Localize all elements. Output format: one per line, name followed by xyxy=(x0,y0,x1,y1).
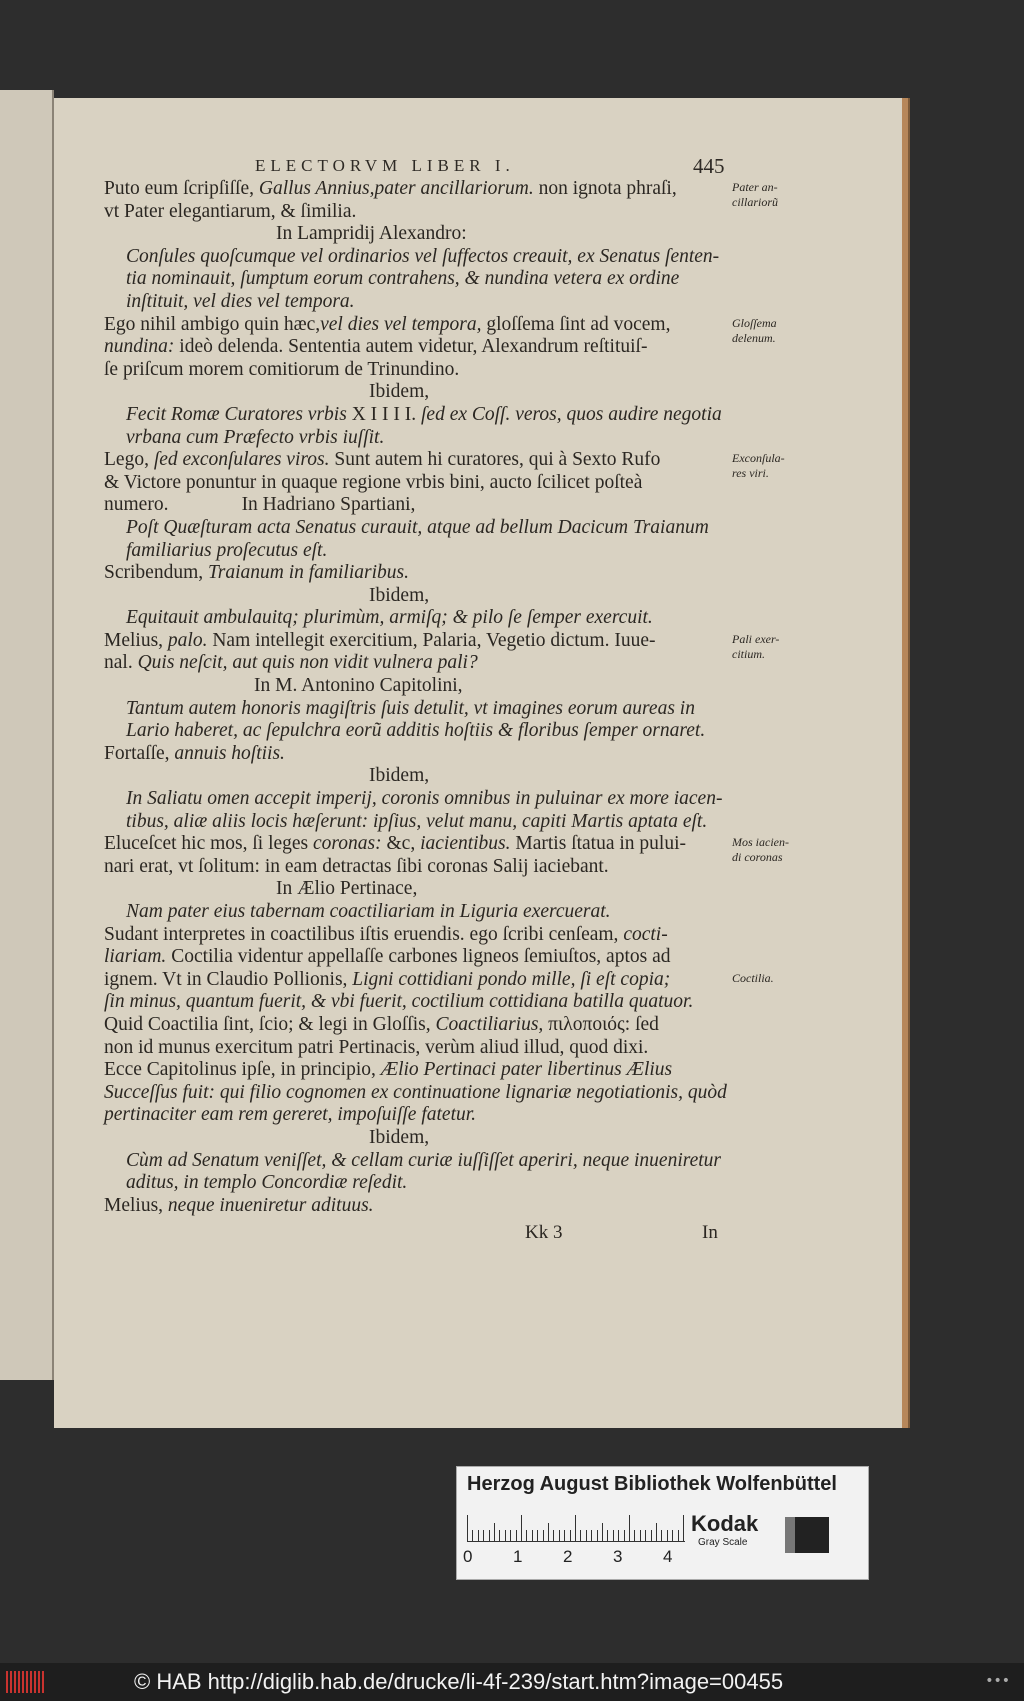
ruler-tick xyxy=(602,1523,603,1541)
text-line: Ibidem, xyxy=(369,765,430,787)
signature-mark: Kk 3 xyxy=(525,1222,563,1243)
text-line: Fortaſſe, annuis hoſtiis. xyxy=(104,742,285,764)
ruler-tick xyxy=(467,1515,468,1541)
margin-note: Mos iacien- di coronas xyxy=(732,835,789,865)
text-line: inſtituit, vel dies vel tempora. xyxy=(126,290,355,312)
ruler-tick xyxy=(489,1530,490,1541)
ruler-tick xyxy=(532,1530,533,1541)
text-line: Succeſſus fuit: qui filio cognomen ex continuatione lignariæ negotiationis, quòd xyxy=(104,1081,727,1103)
text-line: Sudant interpretes in coactilibus iſtis eruendis. ego ſcribi cenſeam, cocti- xyxy=(104,923,668,945)
ruler-tick xyxy=(483,1530,484,1541)
ruler-tick xyxy=(516,1530,517,1541)
text-line: nal. Quis neſcit, aut quis non vidit vulnera pali? xyxy=(104,652,478,674)
text-line: Melius, palo. Nam intellegit exercitium, Palaria, Vegetio dictum. Iuue- xyxy=(104,629,656,651)
margin-note: Exconſula- res viri. xyxy=(732,451,785,481)
text-line: nundina: ideò delenda. Sententia autem videtur, Alexandrum reſtituiſ- xyxy=(104,336,648,358)
text-line: Puto eum ſcripſiſſe, Gallus Annius,pater ancillariorum. non ignota phraſi, xyxy=(104,178,677,199)
hab-logo-icon xyxy=(6,1671,46,1693)
ruler-tick xyxy=(586,1530,587,1541)
text-line: nari erat, vt ſolitum: in eam detractas ſibi coronas Salij iaciebant. xyxy=(104,855,609,877)
scale-number: 1 xyxy=(513,1547,523,1566)
text-line: Poſt Quæſturam acta Senatus curauit, atque ad bellum Dacicum Traianum xyxy=(126,516,709,538)
ruler-tick xyxy=(661,1530,662,1541)
text-line: Ecce Capitolinus ipſe, in principio, Ælio Pertinaci pater libertinus Ælius xyxy=(104,1059,673,1081)
ruler-tick xyxy=(537,1530,538,1541)
text-line: numero. In Hadriano Spartiani, xyxy=(104,494,416,516)
margin-note: Pali exer- citium. xyxy=(732,632,780,661)
gray-patch xyxy=(785,1517,795,1553)
ruler-tick xyxy=(645,1530,646,1541)
ruler-tick xyxy=(629,1515,630,1541)
ruler-tick xyxy=(651,1530,652,1541)
scale-ruler xyxy=(467,1513,685,1542)
ruler-tick xyxy=(570,1530,571,1541)
ruler-tick xyxy=(505,1530,506,1541)
text-line: In Ælio Pertinace, xyxy=(276,878,418,900)
margin-note: Gloſſema delenum. xyxy=(732,315,777,345)
text-line: Nam pater eius tabernam coactiliariam in Liguria exercuerat. xyxy=(126,901,611,922)
text-line: ignem. Vt in Claudio Pollionis, Ligni cottidiani pondo mille, ſi eſt copia; xyxy=(104,968,671,990)
scale-number: 0 xyxy=(463,1547,473,1566)
footer-url[interactable]: © HAB http://diglib.hab.de/drucke/li-4f-239/start.htm?image=00455 xyxy=(134,1669,784,1694)
ruler-tick xyxy=(510,1530,511,1541)
ruler-tick xyxy=(607,1530,608,1541)
black-patch xyxy=(795,1517,829,1553)
ruler-tick xyxy=(499,1530,500,1541)
text-line: Fecit Romæ Curatores vrbis X I I I I. ſed ex Coſſ. veros, quos audire negotia xyxy=(126,403,722,425)
page-number: 445 xyxy=(693,154,725,178)
target-title: Herzog August Bibliothek Wolfenbüttel xyxy=(467,1473,837,1495)
ruler-tick xyxy=(667,1530,668,1541)
text-line: Cùm ad Senatum veniſſet, & cellam curiæ iuſſiſſet aperiri, neque inueniretur xyxy=(126,1149,722,1171)
ruler-tick xyxy=(521,1515,522,1541)
text-line: aditus, in templo Concordiæ reſedit. xyxy=(126,1172,408,1194)
text-line: vrbana cum Præfecto vrbis iuſſit. xyxy=(126,426,385,448)
text-line: ſe priſcum morem comitiorum de Trinundino. xyxy=(104,358,460,380)
text-line: tibus, aliæ aliis locis hæſerunt: ipſius, velut manu, capiti Martis aptata eſt. xyxy=(126,810,708,832)
ruler-tick xyxy=(559,1530,560,1541)
ruler-tick xyxy=(640,1530,641,1541)
text-line: In Saliatu omen accepit imperij, coronis omnibus in puluinar ex more iacen- xyxy=(126,788,723,810)
text-line: Quid Coactilia ſint, ſcio; & legi in Gloſſis, Coactiliarius, πιλοποιός: ſed xyxy=(104,1013,659,1035)
text-line: Melius, neque inueniretur adituus. xyxy=(104,1194,374,1216)
more-icon[interactable]: ••• xyxy=(985,1673,1010,1689)
text-line: liariam. Coctilia videntur appellaſſe carbones ligneos ſemiuſtos, aptos ad xyxy=(104,946,671,968)
ruler-tick xyxy=(624,1530,625,1541)
margin-note: Coctilia. xyxy=(732,971,774,985)
text-line: tia nominauit, ſumptum eorum contrahens, & nundina vetera ex ordine xyxy=(126,268,680,290)
ruler-tick xyxy=(543,1530,544,1541)
scale-number: 2 xyxy=(563,1547,573,1566)
color-target-card xyxy=(456,1466,869,1580)
ruler-tick xyxy=(672,1530,673,1541)
text-line: vt Pater elegantiarum, & ſimilia. xyxy=(104,200,357,222)
ruler-tick xyxy=(548,1523,549,1541)
text-line: Ibidem, xyxy=(369,1126,430,1148)
scale-number: 4 xyxy=(663,1547,673,1566)
ruler-tick xyxy=(564,1530,565,1541)
catchword: In xyxy=(702,1222,718,1243)
ruler-tick xyxy=(597,1530,598,1541)
text-line: pertinaciter eam rem gereret, impoſuiſſe fatetur. xyxy=(104,1104,477,1126)
text-line: Scribendum, Traianum in familiaribus. xyxy=(104,562,409,584)
ruler-tick xyxy=(526,1530,527,1541)
text-line: Eluceſcet hic mos, ſi leges coronas: &c, iacientibus. Martis ſtatua in pului- xyxy=(104,833,687,855)
text-line: ſin minus, quantum fuerit, & vbi fuerit, coctilium cottidiana batilla quatuor. xyxy=(104,991,694,1013)
gray-scale-label: Gray Scale xyxy=(698,1537,748,1548)
ruler-tick xyxy=(591,1530,592,1541)
viewer-footer xyxy=(0,1663,1024,1701)
ruler-tick xyxy=(634,1530,635,1541)
text-line: Tantum autem honoris magiſtris ſuis detulit, vt imagines eorum aureas in xyxy=(126,697,695,719)
text-line: Conſules quoſcumque vel ordinarios vel ſuffectos creauit, ex Senatus ſenten- xyxy=(126,245,720,267)
ruler-tick xyxy=(553,1530,554,1541)
text-line: In M. Antonino Capitolini, xyxy=(254,675,463,697)
text-line: Equitauit ambulauitq; plurimùm, armiſq; & pilo ſe ſemper exercuit. xyxy=(126,607,653,629)
ruler-tick xyxy=(575,1515,576,1541)
text-line: non id munus exercitum patri Pertinacis, verùm aliud illud, quod dixi. xyxy=(104,1036,649,1058)
ruler-tick xyxy=(618,1530,619,1541)
margin-note: Pater an- cillariorũ xyxy=(732,180,779,209)
kodak-brand: Kodak xyxy=(691,1511,759,1536)
ruler-tick xyxy=(472,1530,473,1541)
text-line: Ibidem, xyxy=(369,584,430,606)
running-header: ELECTORVM LIBER I. xyxy=(255,156,515,175)
ruler-tick xyxy=(678,1530,679,1541)
scale-number: 3 xyxy=(613,1547,623,1566)
page-text-block xyxy=(104,178,744,1217)
text-line: Lario haberet, ac ſepulchra eorũ additis hoſtiis & floribus ſemper ornaret. xyxy=(126,720,706,742)
ruler-tick xyxy=(478,1530,479,1541)
ruler-tick xyxy=(683,1515,684,1541)
text-line: & Victore ponuntur in quaque regione vrbis bini, aucto ſcilicet poſteà xyxy=(104,471,643,493)
ruler-tick xyxy=(580,1530,581,1541)
text-line: Lego, ſed exconſulares viros. Sunt autem hi curatores, qui à Sexto Rufo xyxy=(104,449,661,471)
text-line: familiarius proſecutus eſt. xyxy=(126,539,328,561)
ruler-tick xyxy=(656,1523,657,1541)
text-line: In Lampridij Alexandro: xyxy=(276,223,467,245)
facing-page-edge xyxy=(0,90,54,1380)
text-line: Ibidem, xyxy=(369,381,430,403)
ruler-tick xyxy=(613,1530,614,1541)
text-line: Ego nihil ambigo quin hæc,vel dies vel tempora, gloſſema ſint ad vocem, xyxy=(104,313,671,335)
ruler-tick xyxy=(494,1523,495,1541)
